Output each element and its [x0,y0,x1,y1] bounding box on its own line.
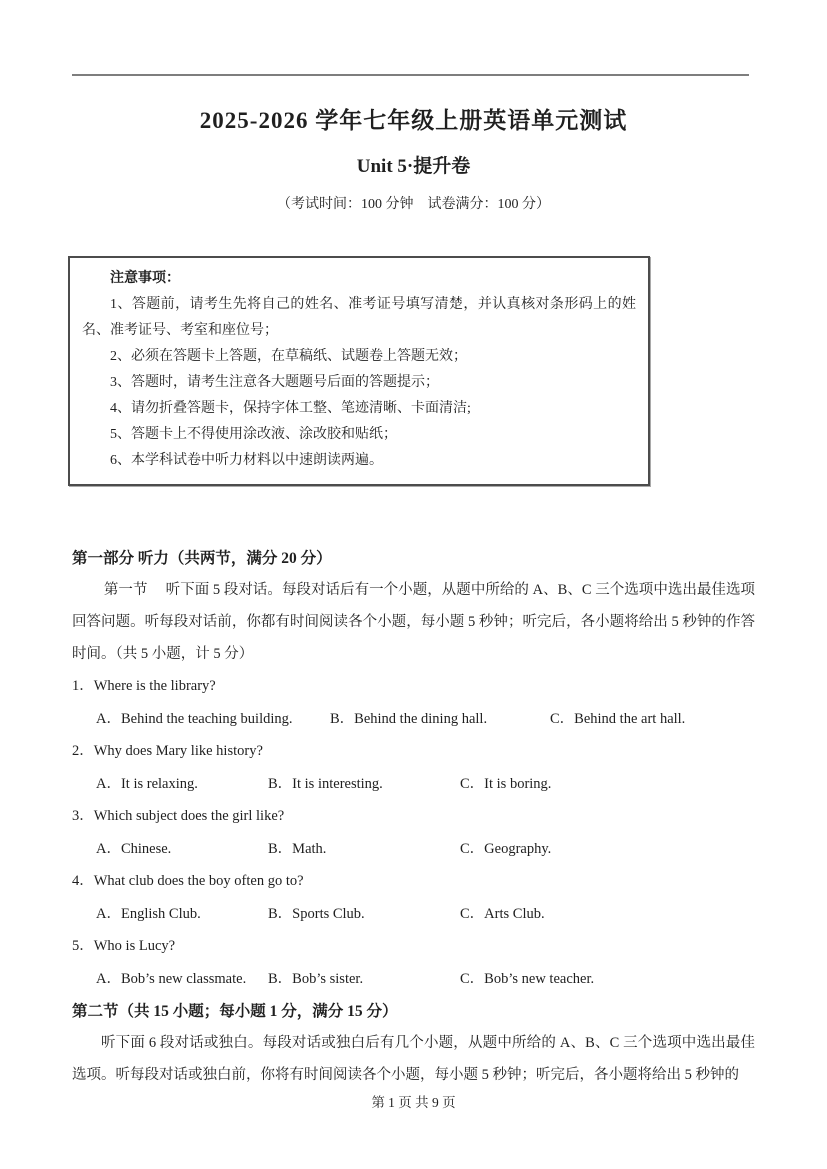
option-a: A．Behind the teaching building. [96,710,293,727]
question-text: 5．Who is Lucy? [72,938,176,954]
option-a: A．Chinese. [96,840,172,857]
notice-item: 5、答题卡上不得使用涂改液、涂改胶和贴纸； [110,427,397,442]
options-row [72,963,755,996]
notice-item: 4、请勿折叠答题卡，保持字体工整、笔迹清晰、卡面清洁; [110,401,471,416]
option-c: C．Behind the art hall. [550,710,686,727]
option-b: B．It is interesting. [268,775,383,792]
option-b: B．Math. [268,840,327,857]
question-item [72,800,755,865]
question-item [72,930,755,995]
question-item [72,865,755,930]
question-item [72,670,755,735]
option-b: B．Sports Club. [268,905,365,922]
header-rule [72,74,749,76]
question-text: 4．What club does the boy often go to? [72,873,304,889]
exam-info: （考试时间：100 分钟 试卷满分：100 分） [277,197,550,212]
question-text: 1．Where is the library? [72,678,216,694]
option-a: A．It is relaxing. [96,775,198,792]
question-text: 3．Which subject does the girl like? [72,808,285,824]
notice-item: 6、本学科试卷中听力材料以中速朗读两遍。 [110,453,383,468]
doc-subtitle: Unit 5·提升卷 [356,156,471,177]
option-c: C．It is boring. [460,775,552,792]
option-c: C．Bob’s new teacher. [460,970,595,987]
option-b: B．Behind the dining hall. [330,710,488,727]
notice-item: 2、必须在答题卡上答题，在草稿纸、试题卷上答题无效； [110,349,467,364]
option-a: A．English Club. [96,905,201,922]
option-a: A．Bob’s new classmate. [96,970,247,987]
notice-item: 1、答题前，请考生先将自己的姓名、准考证号填写清楚，并认真核对条形码上的姓名、准考证号、考室和座位号； [82,297,636,338]
doc-title: 2025-2026 学年七年级上册英语单元测试 [199,108,628,133]
notice-item: 3、答题时，请考生注意各大题题号后面的答题提示； [110,375,439,390]
part1-heading: 第一部分 听力（共两节，满分 20 分） [72,550,332,567]
section2-heading: 第二节（共 15 小题；每小题 1 分，满分 15 分） [72,1003,398,1020]
options-row [72,768,755,801]
option-c: C．Geography. [460,840,552,857]
options-row [72,703,755,736]
notice-box [68,256,650,486]
options-row [72,898,755,931]
options-row [72,833,755,866]
section1-intro: 第一节 听下面 5 段对话。每段对话后有一个小题，从题中所给的 A、B、C 三个选项中选出最佳选项回答问题。听每段对话前，你都有时间阅读各个小题，每小题 5 秒钟；听完后，各小题将给出 5 秒钟的作答时间。（共 5 小题，计 5 分） [72,582,755,662]
question-item [72,735,755,800]
option-b: B．Bob’s sister. [268,970,364,987]
question-text: 2．Why does Mary like history? [72,743,263,759]
option-c: C．Arts Club. [460,905,545,922]
page-content [0,74,827,1091]
page-footer: 第 1 页 共 9 页 [371,1095,456,1110]
section2-intro: 听下面 6 段对话或独白。每段对话或独白后有几个小题，从题中所给的 A、B、C 三个选项中选出最佳选项。听每段对话或独白前，你将有时间阅读各个小题，每小题 5 秒钟；听完后，各小题将给出 5 秒钟的 [72,1035,755,1083]
notice-heading: 注意事项： [110,271,180,286]
